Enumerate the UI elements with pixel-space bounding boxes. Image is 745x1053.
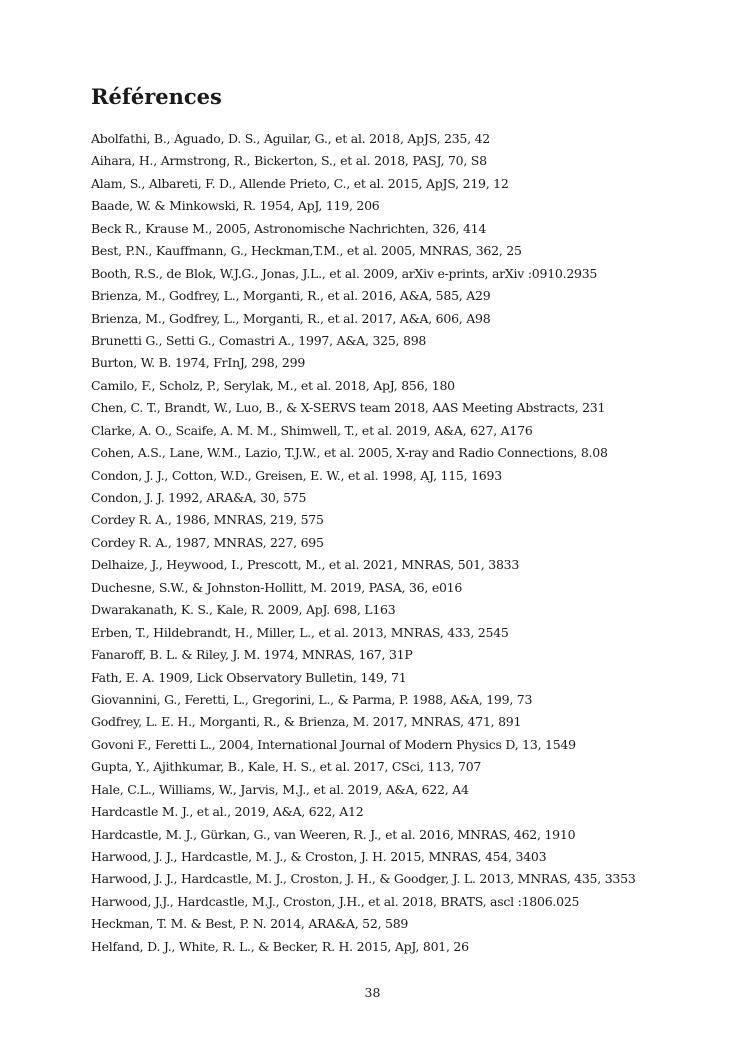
reference-item: Heckman, T. M. & Best, P. N. 2014, ARA&A, 52, 589 (91, 916, 409, 932)
reference-item: Fanaroff, B. L. & Riley, J. M. 1974, MNRAS, 167, 31P (91, 647, 413, 663)
reference-item: Govoni F., Feretti L., 2004, International Journal of Modern Physics D, 13, 1549 (91, 736, 576, 752)
reference-item: Gupta, Y., Ajithkumar, B., Kale, H. S., et al. 2017, CSci, 113, 707 (91, 759, 482, 775)
reference-item: Aihara, H., Armstrong, R., Bickerton, S., et al. 2018, PASJ, 70, S8 (91, 153, 487, 169)
reference-item: Clarke, A. O., Scaife, A. M. M., Shimwell, T., et al. 2019, A&A, 627, A176 (91, 422, 533, 438)
reference-item: Cordey R. A., 1986, MNRAS, 219, 575 (91, 512, 324, 528)
reference-list (91, 128, 731, 958)
reference-item: Alam, S., Albareti, F. D., Allende Prieto, C., et al. 2015, ApJS, 219, 12 (91, 175, 509, 191)
reference-item: Camilo, F., Scholz, P., Serylak, M., et al. 2018, ApJ, 856, 180 (91, 377, 455, 393)
reference-item: Cohen, A.S., Lane, W.M., Lazio, T.J.W., et al. 2005, X-ray and Radio Connections, 8.08 (91, 445, 608, 461)
reference-item: Condon, J. J. 1992, ARA&A, 30, 575 (91, 490, 307, 505)
reference-item: Harwood, J.J., Hardcastle, M.J., Croston, J.H., et al. 2018, BRATS, ascl :1806.025 (91, 893, 580, 909)
reference-item: Fath, E. A. 1909, Lick Observatory Bulletin, 149, 71 (91, 669, 407, 685)
reference-item: Beck R., Krause M., 2005, Astronomische Nachrichten, 326, 414 (91, 220, 487, 236)
reference-item: Booth, R.S., de Blok, W.J.G., Jonas, J.L., et al. 2009, arXiv e-prints, arXiv :0910.2935 (91, 265, 598, 281)
reference-item: Delhaize, J., Heywood, I., Prescott, M., et al. 2021, MNRAS, 501, 3833 (91, 557, 520, 573)
reference-item: Burton, W. B. 1974, FrInJ, 298, 299 (91, 355, 306, 371)
reference-item: Condon, J. J., Cotton, W.D., Greisen, E. W., et al. 1998, AJ, 115, 1693 (91, 467, 502, 483)
reference-item: Helfand, D. J., White, R. L., & Becker, R. H. 2015, ApJ, 801, 26 (91, 938, 469, 954)
reference-item: Hale, C.L., Williams, W., Jarvis, M.J., et al. 2019, A&A, 622, A4 (91, 781, 469, 797)
reference-item: Brienza, M., Godfrey, L., Morganti, R., et al. 2016, A&A, 585, A29 (91, 288, 491, 304)
reference-item: Harwood, J. J., Hardcastle, M. J., & Croston, J. H. 2015, MNRAS, 454, 3403 (91, 849, 547, 864)
reference-item: Erben, T., Hildebrandt, H., Miller, L., et al. 2013, MNRAS, 433, 2545 (91, 624, 509, 640)
reference-item: Hardcastle M. J., et al., 2019, A&A, 622, A12 (91, 804, 364, 820)
reference-item: Best, P.N., Kauffmann, G., Heckman,T.M., et al. 2005, MNRAS, 362, 25 (91, 243, 522, 259)
reference-item: Brienza, M., Godfrey, L., Morganti, R., et al. 2017, A&A, 606, A98 (91, 310, 491, 326)
reference-item: Hardcastle, M. J., Gürkan, G., van Weeren, R. J., et al. 2016, MNRAS, 462, 1910 (91, 826, 576, 842)
reference-item: Duchesne, S.W., & Johnston-Hollitt, M. 2019, PASA, 36, e016 (91, 579, 463, 595)
reference-item: Baade, W. & Minkowski, R. 1954, ApJ, 119, 206 (91, 198, 380, 214)
page-number: 38 (364, 985, 381, 1000)
section-heading: Références (91, 84, 222, 109)
reference-item: Abolfathi, B., Aguado, D. S., Aguilar, G., et al. 2018, ApJS, 235, 42 (91, 131, 490, 146)
reference-item: Harwood, J. J., Hardcastle, M. J., Croston, J. H., & Goodger, J. L. 2013, MNRAS, 435, 3353 (91, 871, 636, 887)
reference-item: Giovannini, G., Feretti, L., Gregorini, L., & Parma, P. 1988, A&A, 199, 73 (91, 691, 533, 707)
reference-item: Cordey R. A., 1987, MNRAS, 227, 695 (91, 534, 324, 550)
reference-item: Brunetti G., Setti G., Comastri A., 1997, A&A, 325, 898 (91, 332, 427, 348)
reference-item: Godfrey, L. E. H., Morganti, R., & Brienza, M. 2017, MNRAS, 471, 891 (91, 714, 522, 730)
reference-item: Dwarakanath, K. S., Kale, R. 2009, ApJ. 698, L163 (91, 602, 396, 618)
reference-item: Chen, C. T., Brandt, W., Luo, B., & X-SERVS team 2018, AAS Meeting Abstracts, 231 (91, 400, 606, 416)
